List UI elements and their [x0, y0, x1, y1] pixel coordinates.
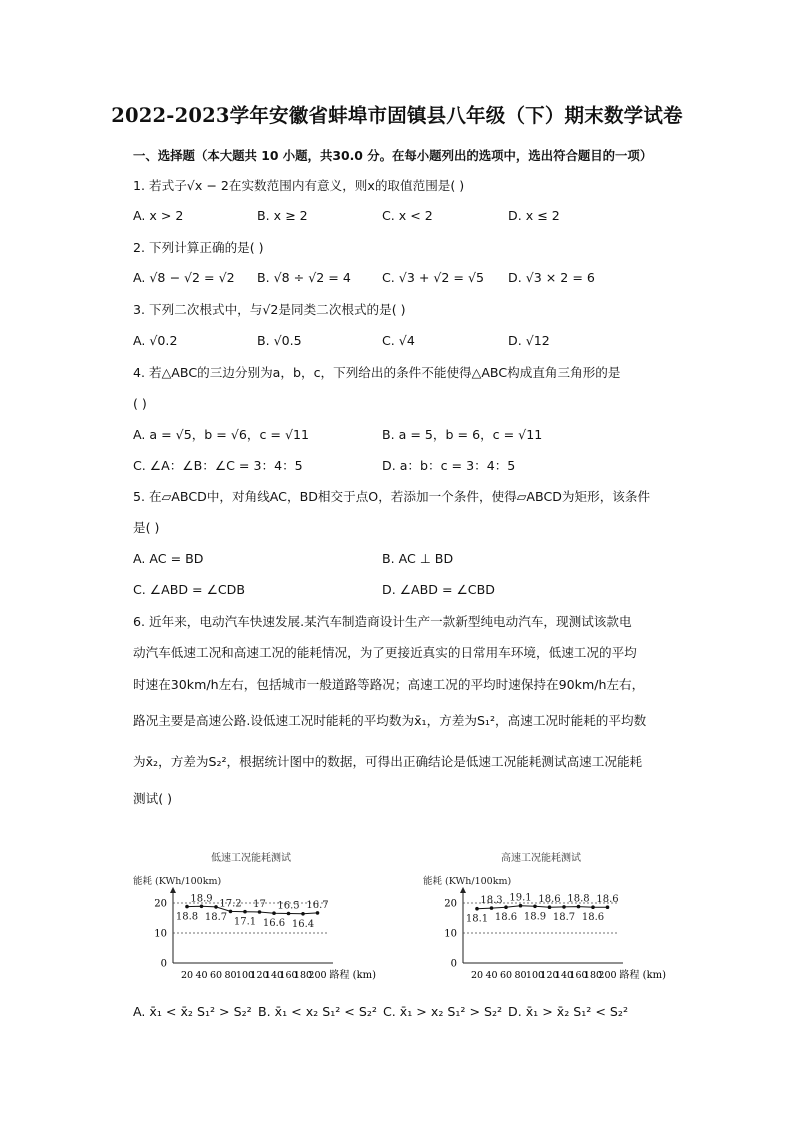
- chart0-point-6: [272, 911, 276, 915]
- chart0-point-4: [243, 910, 247, 914]
- high-speed-energy-chart: [415, 845, 727, 985]
- chart1-point-5: [548, 905, 552, 909]
- q3-option-d: D. √12: [508, 333, 550, 348]
- chart0-title: 低速工况能耗测试: [211, 853, 291, 864]
- chart1-x-tick-1: 40: [485, 970, 498, 981]
- q1-option-d: D. x ≤ 2: [508, 208, 560, 223]
- chart0-point-1: [200, 905, 204, 909]
- chart1-series-line: [477, 906, 608, 909]
- q2-option-d: D. √3 × 2 = 6: [508, 270, 595, 285]
- q6-line5: 为x̄₂，方差为S₂²，根据统计图中的数据，可得出正确结论是低速工况能耗测试高速工况能耗: [133, 754, 643, 769]
- q3-stem: 3. 下列二次根式中，与√2是同类二次根式的是( ): [133, 302, 406, 317]
- chart1-data-label-5: 18.6: [538, 894, 561, 906]
- chart0-x-tick-8: 180: [293, 970, 313, 981]
- chart1-title: 高速工况能耗测试: [501, 853, 581, 864]
- chart0-x-tick-0: 20: [180, 970, 194, 981]
- chart0-x-tick-2: 60: [209, 970, 223, 981]
- chart0-ylabel: 能耗 (KWh/100km): [133, 876, 222, 887]
- q6-line2: 动汽车低速工况和高速工况的能耗情况，为了更接近真实的日常用车环境，低速工况的平均: [133, 645, 637, 660]
- chart1-point-2: [504, 905, 508, 909]
- chart0-x-tick-6: 140: [264, 970, 284, 981]
- section-heading: 一、选择题（本大题共 10 小题，共30.0 分。在每小题列出的选项中，选出符合题目的一项）: [133, 148, 653, 163]
- q2-stem: 2. 下列计算正确的是( ): [133, 240, 264, 255]
- chart1-y-tick-1: 10: [444, 928, 457, 940]
- chart0-y-axis-arrow: [170, 887, 176, 893]
- chart1-data-label-2: 18.6: [494, 912, 518, 924]
- chart0-y-tick-0: 0: [160, 958, 167, 970]
- q3-option-c: C. √4: [382, 333, 415, 348]
- q4-stem-line1: 4. 若△ABC的三边分别为a，b，c，下列给出的条件不能使得△ABC构成直角三角形的是: [133, 365, 621, 380]
- q4-option-d: D. a：b：c = 3：4：5: [382, 458, 516, 473]
- chart1-point-8: [591, 905, 595, 909]
- chart1-point-3: [519, 904, 523, 908]
- q6-option-b: B. x̄₁ < x₂ S₁² < S₂²: [258, 1004, 377, 1019]
- chart0-data-label-6: 16.6: [262, 918, 286, 930]
- chart0-x-tick-4: 100: [235, 970, 255, 981]
- q6-line6: 测试( ): [133, 791, 173, 806]
- chart1-point-9: [606, 905, 610, 909]
- chart1-data-label-4: 18.9: [523, 911, 547, 923]
- low-speed-energy-chart: [125, 845, 425, 985]
- chart0-x-tick-9: 200: [308, 970, 327, 981]
- chart1-x-tick-3: 80: [514, 970, 527, 981]
- chart0-data-label-5: 17: [253, 899, 266, 910]
- chart0-data-label-1: 18.9: [190, 893, 213, 905]
- chart0-y-tick-1: 10: [154, 928, 167, 940]
- chart0-data-label-4: 17.1: [233, 916, 257, 928]
- q5-option-b: B. AC ⊥ BD: [382, 551, 454, 566]
- q1-stem: 1. 若式子√x − 2在实数范围内有意义，则x的取值范围是( ): [133, 178, 465, 193]
- chart1-data-label-3: 19.1: [509, 892, 532, 904]
- paper-title: 2022-2023学年安徽省蚌埠市固镇县八年级（下）期末数学试卷: [111, 104, 683, 127]
- q6-option-a: A. x̄₁ < x̄₂ S₁² > S₂²: [133, 1004, 252, 1019]
- chart1-data-label-1: 18.3: [480, 895, 503, 907]
- chart0-point-8: [301, 912, 305, 916]
- chart0-point-0: [185, 905, 189, 909]
- chart1-point-0: [475, 907, 479, 911]
- q5-stem-line1: 5. 在▱ABCD中，对角线AC，BD相交于点O，若添加一个条件，使得▱ABCD为矩形，该条件: [133, 489, 651, 504]
- chart1-x-tick-0: 20: [470, 970, 484, 981]
- q4-option-b: B. a = 5，b = 6，c = √11: [382, 427, 543, 442]
- chart1-data-label-8: 18.6: [581, 912, 605, 924]
- q5-stem-line2: 是( ): [133, 520, 160, 535]
- chart0-point-9: [316, 911, 320, 915]
- chart1-xlabel: 路程 (km): [619, 970, 667, 981]
- q1-option-b: B. x ≥ 2: [257, 208, 308, 223]
- chart1-x-tick-6: 140: [554, 970, 574, 981]
- chart1-point-1: [490, 906, 494, 910]
- chart1-data-label-6: 18.7: [552, 911, 576, 923]
- q6-line1: 6. 近年来，电动汽车快速发展.某汽车制造商设计生产一款新型纯电动汽车，现测试该款电: [133, 614, 632, 629]
- chart1-x-tick-8: 180: [583, 970, 603, 981]
- q4-stem-line2: ( ): [133, 396, 147, 411]
- chart0-data-label-0: 18.8: [175, 911, 199, 923]
- chart0-data-label-9: 16.7: [306, 899, 329, 911]
- chart1-data-label-7: 18.8: [567, 893, 590, 905]
- q3-option-b: B. √0.5: [257, 333, 302, 348]
- q2-option-a: A. √8 − √2 = √2: [133, 270, 235, 285]
- q6-line4: 路况主要是高速公路.设低速工况时能耗的平均数为x̄₁，方差为S₁²，高速工况时能耗的平均数: [133, 713, 647, 728]
- chart0-x-tick-1: 40: [195, 970, 208, 981]
- chart1-point-7: [577, 905, 581, 909]
- q5-option-c: C. ∠ABD = ∠CDB: [133, 582, 246, 597]
- chart0-xlabel: 路程 (km): [329, 970, 377, 981]
- q5-option-d: D. ∠ABD = ∠CBD: [382, 582, 495, 597]
- chart0-point-5: [258, 910, 262, 914]
- chart0-data-label-7: 16.5: [277, 900, 300, 912]
- q6-option-d: D. x̄₁ > x̄₂ S₁² < S₂²: [508, 1004, 629, 1019]
- chart1-x-tick-2: 60: [499, 970, 513, 981]
- q5-option-a: A. AC = BD: [133, 551, 204, 566]
- chart0-y-tick-2: 20: [154, 898, 167, 910]
- q4-option-a: A. a = √5，b = √6，c = √11: [133, 427, 310, 442]
- chart1-data-label-0: 18.1: [465, 913, 489, 925]
- chart1-x-tick-9: 200: [598, 970, 617, 981]
- chart1-ylabel: 能耗 (KWh/100km): [423, 876, 512, 887]
- chart1-point-4: [533, 905, 537, 909]
- q6-line3: 时速在30km/h左右，包括城市一般道路等路况；高速工况的平均时速保持在90km/h左右，: [133, 677, 645, 692]
- chart1-y-tick-0: 0: [450, 958, 457, 970]
- chart0-data-label-2: 18.7: [204, 911, 228, 923]
- q2-option-c: C. √3 + √2 = √5: [382, 270, 485, 285]
- chart1-x-tick-4: 100: [525, 970, 545, 981]
- chart0-data-label-8: 16.4: [291, 918, 315, 930]
- q2-option-b: B. √8 ÷ √2 = 4: [257, 270, 351, 285]
- chart0-x-tick-5: 120: [250, 970, 269, 981]
- chart0-x-tick-3: 80: [224, 970, 237, 981]
- chart0-point-3: [229, 910, 233, 914]
- q1-option-a: A. x > 2: [133, 208, 184, 223]
- chart1-x-tick-7: 160: [569, 970, 588, 981]
- chart1-y-axis-arrow: [460, 887, 466, 893]
- q1-option-c: C. x < 2: [382, 208, 433, 223]
- q6-option-c: C. x̄₁ > x₂ S₁² > S₂²: [383, 1004, 503, 1019]
- q3-option-a: A. √0.2: [133, 333, 178, 348]
- chart1-point-6: [562, 905, 566, 909]
- chart0-point-7: [287, 912, 291, 916]
- chart0-point-2: [214, 905, 218, 909]
- chart1-y-tick-2: 20: [444, 898, 457, 910]
- chart1-data-label-9: 18.6: [596, 894, 619, 906]
- q4-option-c: C. ∠A：∠B：∠C = 3：4：5: [133, 458, 303, 473]
- chart1-x-tick-5: 120: [540, 970, 559, 981]
- chart0-x-tick-7: 160: [279, 970, 298, 981]
- chart0-data-label-3: 17.2: [219, 898, 242, 910]
